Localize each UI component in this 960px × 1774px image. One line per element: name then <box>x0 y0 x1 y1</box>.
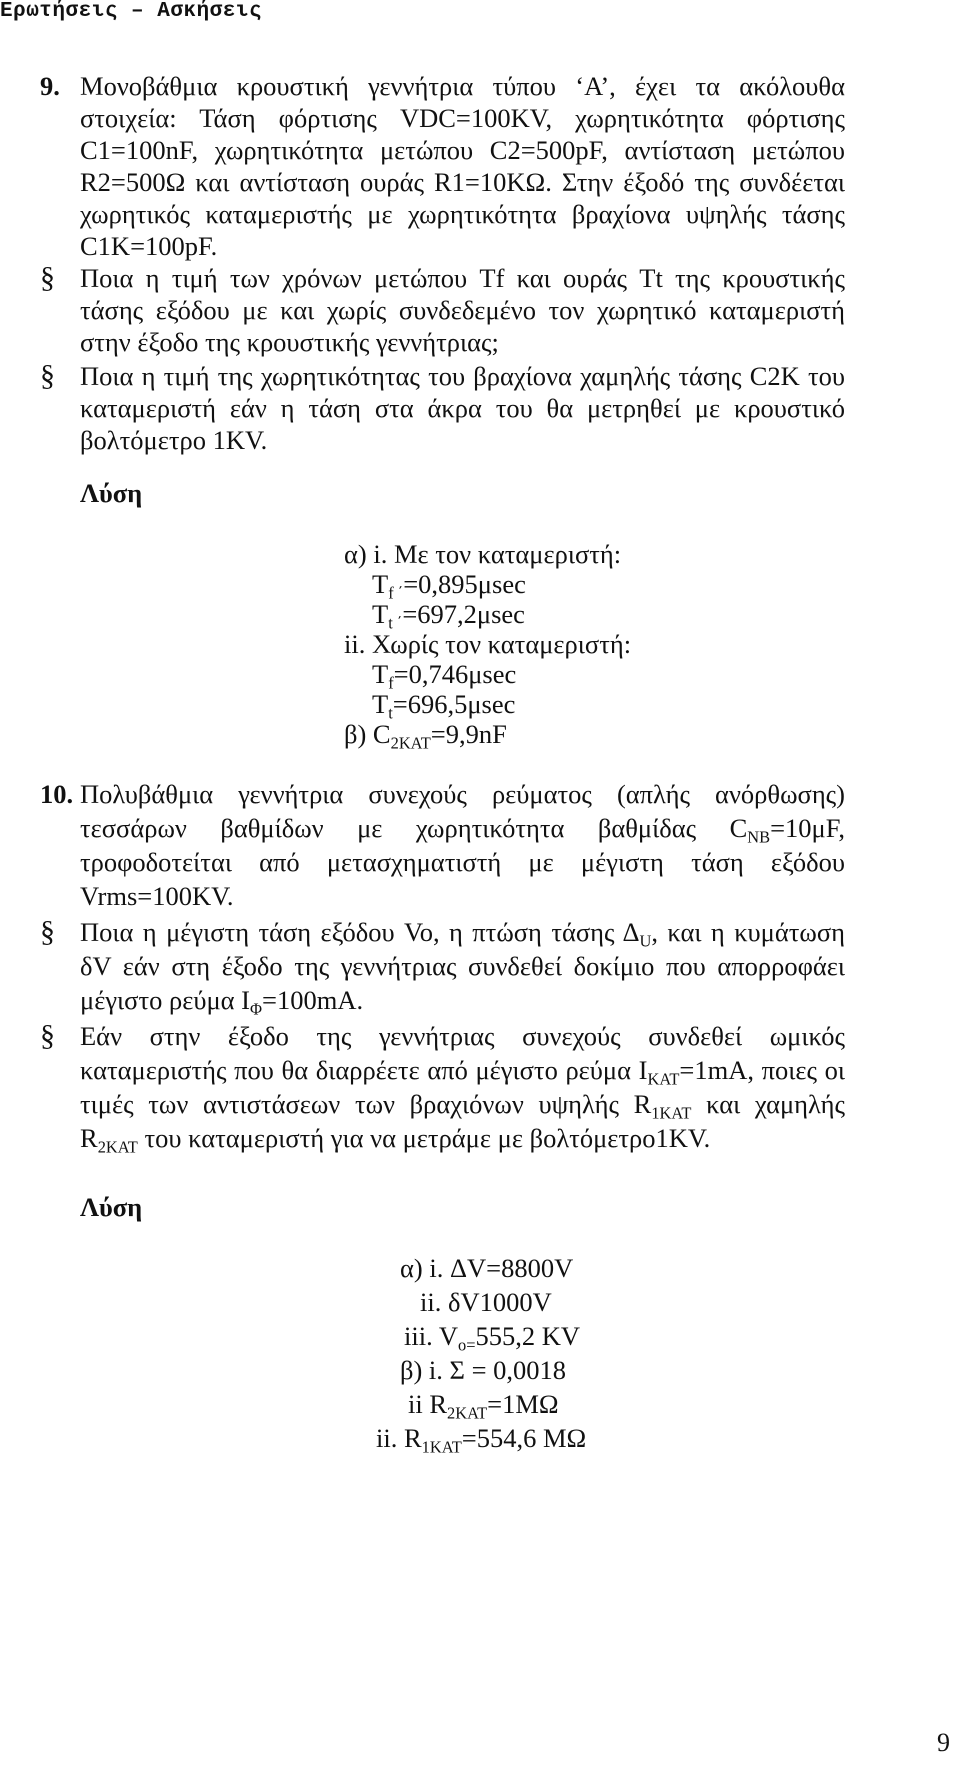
q9-line-4: R2=500Ω και αντίσταση ουράς R1=10KΩ. Στην έξοδό της συνδέεται <box>80 167 845 197</box>
q9-line-1: Μονοβάθμια κρουστική γεννήτρια τύπου ‘A’, έχει τα ακόλουθα <box>80 71 845 101</box>
page-number: 9 <box>937 1728 950 1757</box>
q10b-line-3: τιμές των αντιστάσεων των βραχιόνων υψηλής $R_{1KAT}$ και χαμηλής <box>80 1089 846 1123</box>
q10a-line-3: μέγιστο ρεύμα $I_\Phi=100mA$. <box>80 985 364 1019</box>
question-9-number: 9. <box>40 71 60 101</box>
q9-answer-tf-with: $T_{f ΄}=0,895\mu\sec$ <box>372 569 526 603</box>
q9-answer-tf-without: $T_f=0,746\mu\sec$ <box>372 659 517 693</box>
q10-answer-b3: ii. $R_{1KAT}=554,6$ MΩ <box>376 1423 587 1457</box>
q9b-line-1: Ποια η τιμή της χωρητικότητας του βραχίονα χαμηλής τάσης C2K του <box>80 361 845 391</box>
q10b-line-4: $R_{2KAT}$ του καταμεριστή για να μετράμε με βολτόμετρο1KV. <box>80 1123 711 1157</box>
q9-line-2: στοιχεία: Τάση φόρτισης VDC=100KV, χωρητικότητα φόρτισης <box>80 103 845 133</box>
q9a-line-1: Ποια η τιμή των χρόνων μετώπου Tf και ουράς Tt της κρουστικής <box>80 263 845 293</box>
q10-solution-label: Λύση <box>80 1192 143 1222</box>
q10-answer-b1: β) i. Σ = 0,0018 <box>400 1355 567 1385</box>
q10-answer-a1: α) i. ΔV=8800V <box>400 1253 574 1283</box>
section-sign-icon: § <box>40 1019 55 1052</box>
q10-line-4: Vrms=100KV. <box>80 881 234 911</box>
q9-answer-tt-with: $T_{t ΄}=697,2\mu\sec$ <box>372 599 525 633</box>
q10a-line-1: Ποια η μέγιστη τάση εξόδου Vo, η πτώση τάσης $\Delta_U$, και η κυμάτωση <box>80 917 845 951</box>
q9-line-6: C1K=100pF. <box>80 231 218 261</box>
q10-answer-a2: ii. δV1000V <box>420 1287 552 1317</box>
section-sign-icon: § <box>40 261 55 294</box>
q10-line-2: τεσσάρων βαθμίδων με χωρητικότητα βαθμίδας $C_{NB}=10\mu F$, <box>80 813 845 847</box>
q9-solution-label: Λύση <box>80 478 143 508</box>
page-header: Ερωτήσεις – Ασκήσεις <box>0 0 263 23</box>
q9-line-3: C1=100nF, χωρητικότητα μετώπου C2=500pF, αντίσταση μετώπου <box>80 135 845 165</box>
q9a-line-3: στην έξοδο της κρουστικής γεννήτριας; <box>80 327 499 357</box>
q10-line-1: Πολυβάθμια γεννήτρια συνεχούς ρεύματος (απλής ανόρθωσης) <box>80 779 845 809</box>
q10b-line-1: Εάν στην έξοδο της γεννήτριας συνεχούς συνδεθεί ωμικός <box>80 1021 845 1051</box>
q9-line-5: χωρητικός καταμεριστής με χωρητικότητα βραχίονα υψηλής τάσης <box>80 199 845 229</box>
q10a-line-2: δV εάν στη έξοδο της γεννήτριας συνδεθεί δοκίμιο που απορροφάει <box>80 951 845 981</box>
q9-answer-a-ii: ii. Χωρίς τον καταμεριστή: <box>344 629 632 659</box>
q9a-line-2: τάσης εξόδου με και χωρίς συνδεδεμένο τον χωρητικό καταμεριστή <box>80 295 845 325</box>
q9b-line-2: καταμεριστή εάν η τάση στα άκρα του θα μετρηθεί με κρουστικό <box>80 393 845 423</box>
q9-answer-a-i: α) i. Με τον καταμεριστή: <box>344 539 622 569</box>
q10-answer-a3: iii. $V_{o=}555,2$ KV <box>404 1321 581 1355</box>
question-10-number: 10. <box>40 779 74 809</box>
q9-answer-b: β) $C_{2KAT}=9,9nF$ <box>344 719 507 753</box>
section-sign-icon: § <box>40 359 55 392</box>
q10b-line-2: καταμεριστής που θα διαρρέετε από μέγιστο ρεύμα $I_{KAT}=1mA$, ποιες οι <box>80 1055 845 1089</box>
section-sign-icon: § <box>40 915 55 948</box>
q9-answer-tt-without: $T_t=696,5\mu\sec$ <box>372 689 516 723</box>
q9b-line-3: βολτόμετρο 1KV. <box>80 425 268 455</box>
q10-answer-b2: ii $R_{2KAT}=1M\Omega$ <box>408 1389 559 1423</box>
q10-line-3: τροφοδοτείται από μετασχηματιστή με μέγιστη τάση εξόδου <box>80 847 845 877</box>
